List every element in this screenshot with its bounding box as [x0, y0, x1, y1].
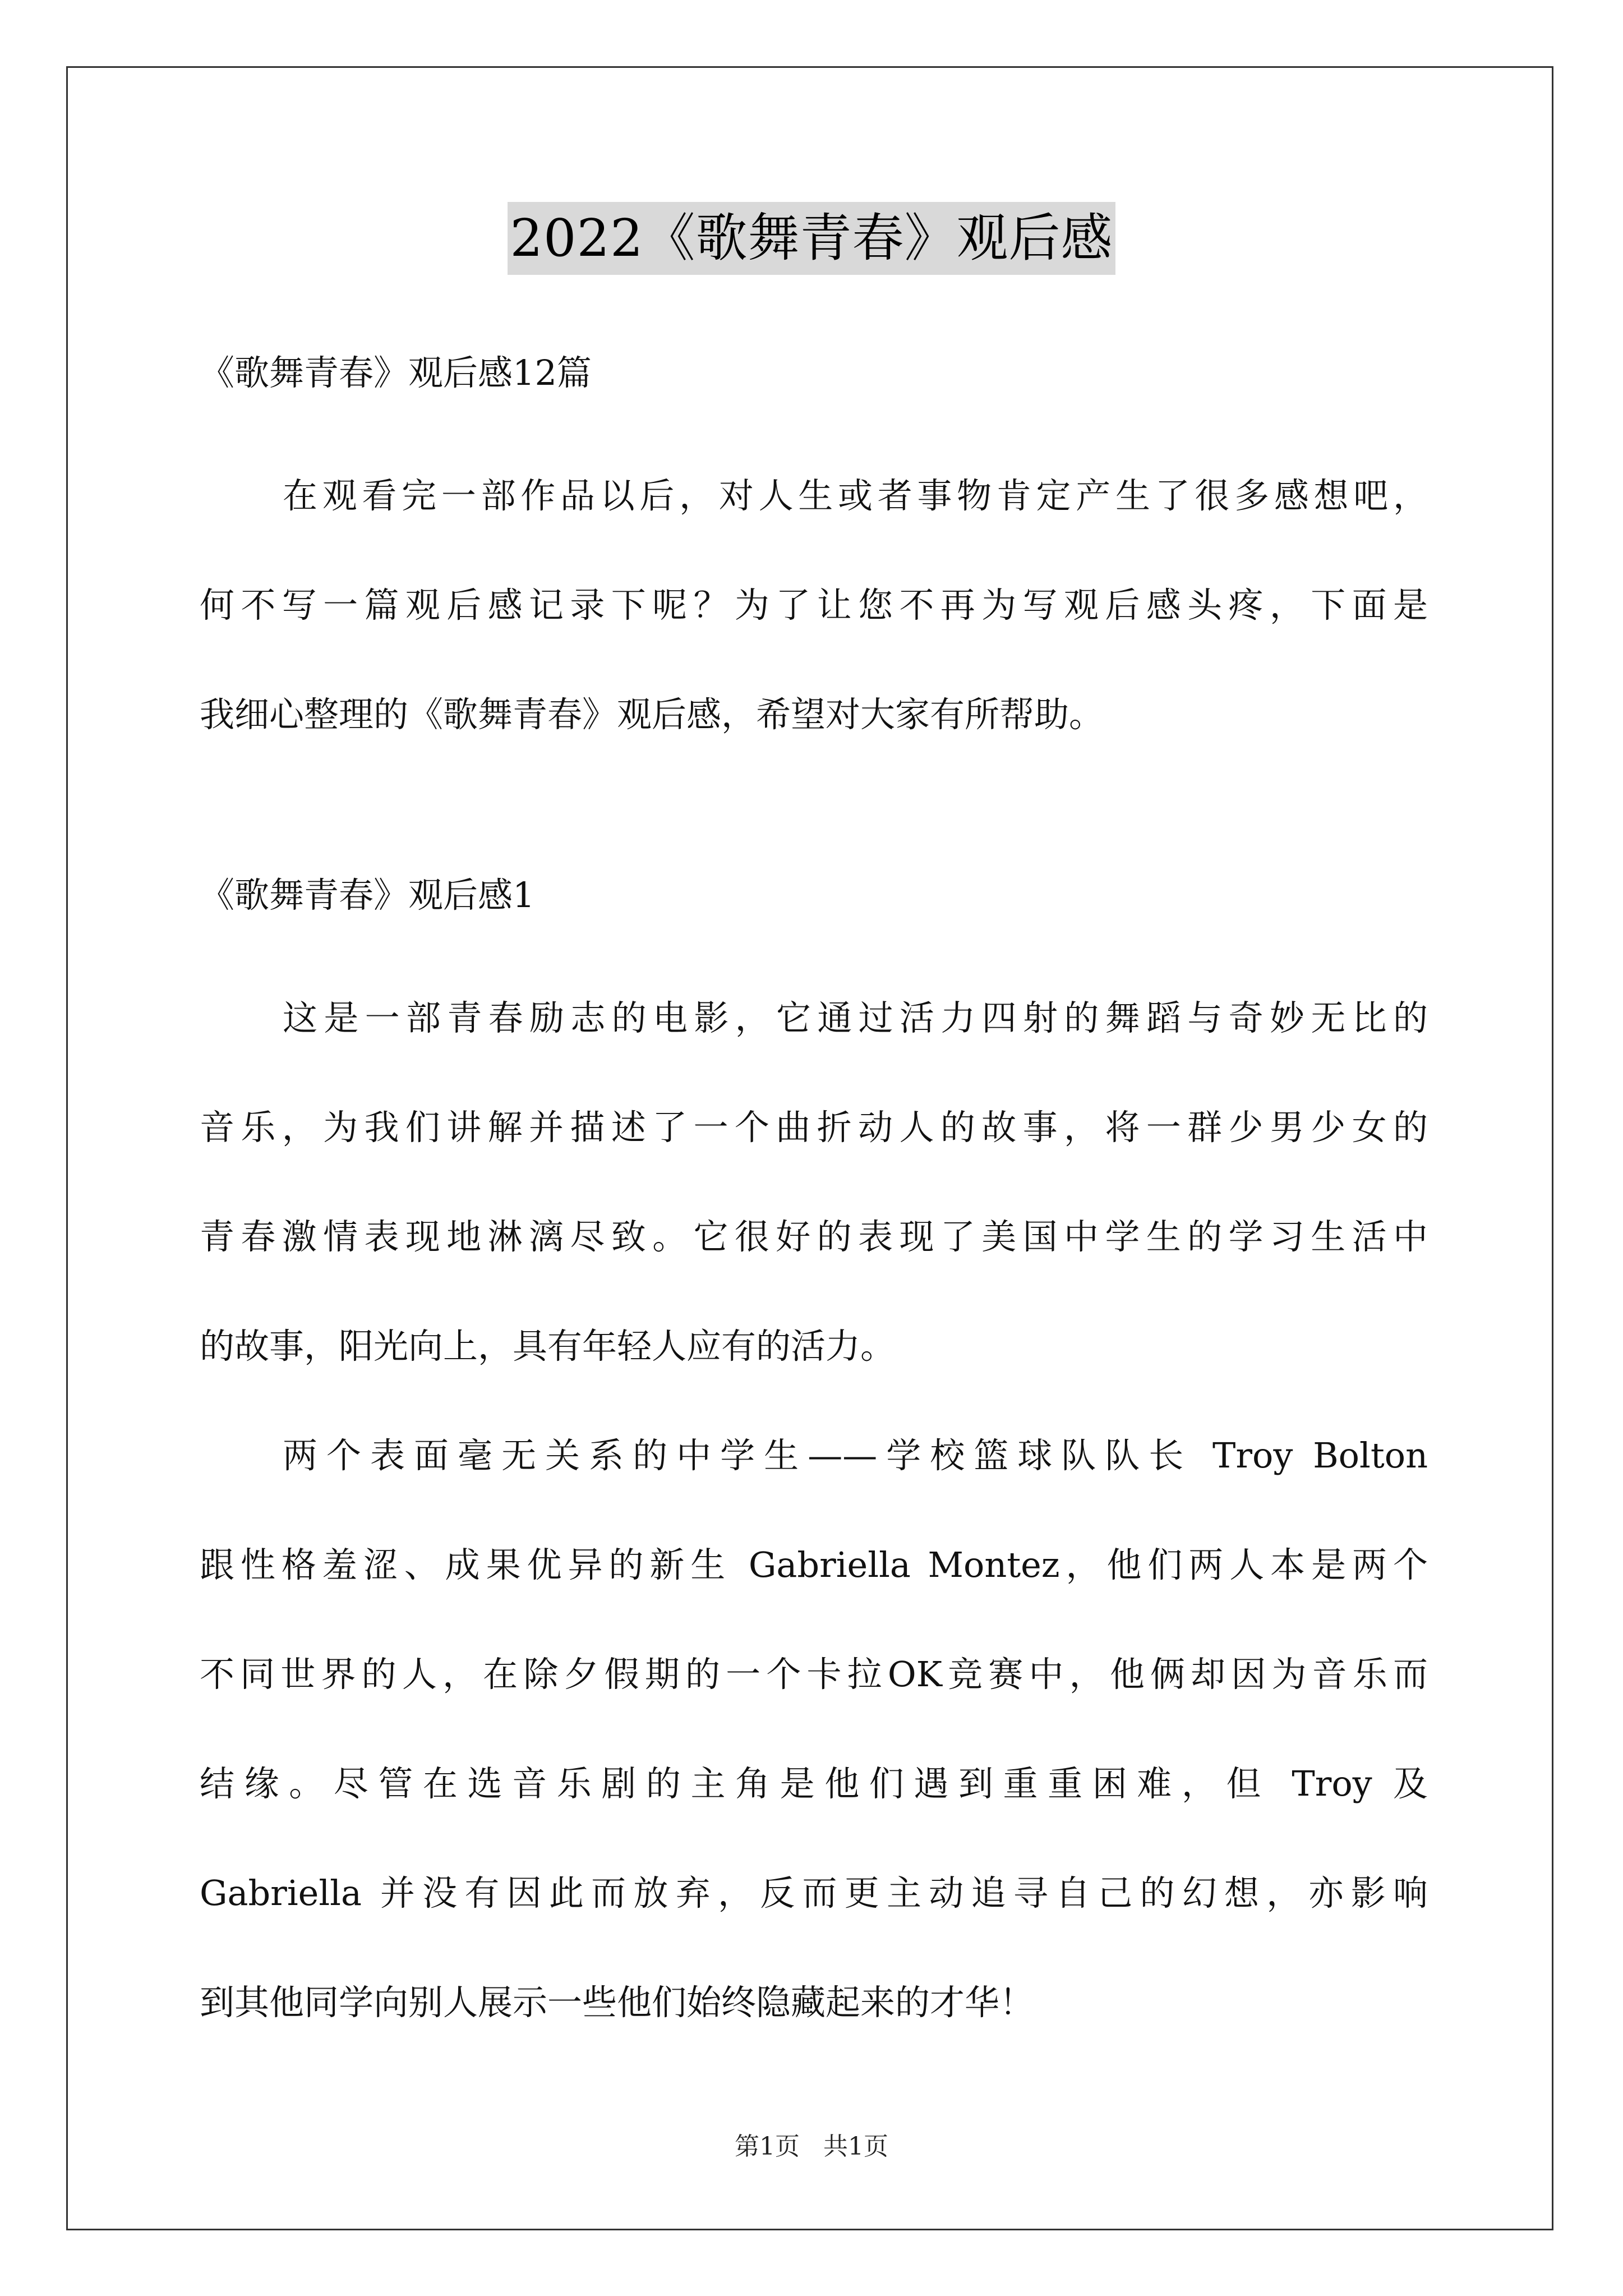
document-subtitle: 《歌舞青春》观后感12篇	[200, 352, 592, 393]
document-body	[200, 331, 1428, 2057]
paragraph2-line: 跟性格羞涩、成果优异的新生 Gabriella Montez，他们两人本是两个	[200, 1544, 1428, 1585]
spacer	[200, 415, 1428, 441]
paragraph1-line: 的故事，阳光向上，具有年轻人应有的活力。	[200, 1326, 896, 1366]
paragraph2-line: 到其他同学向别人展示一些他们始终隐藏起来的才华！	[200, 1982, 1035, 2023]
paragraph2-line: 结缘。尽管在选音乐剧的主角是他们遇到重重困难，但 Troy 及	[200, 1763, 1428, 1804]
spacer	[200, 937, 1428, 963]
paragraph1-line: 青春激情表现地淋漓尽致。它很好的表现了美国中学生的学习生活中	[200, 1216, 1428, 1257]
spacer	[200, 769, 1428, 853]
page-footer	[0, 2126, 1623, 2162]
intro-line: 何不写一篇观后感记录下呢？为了让您不再为写观后感头疼，下面是	[200, 585, 1428, 625]
paragraph1-line: 音乐，为我们讲解并描述了一个曲折动人的故事，将一群少男少女的	[200, 1107, 1428, 1148]
paragraph1-line: 这是一部青春励志的电影，它通过活力四射的舞蹈与奇妙无比的	[283, 997, 1428, 1038]
document-title: 2022《歌舞青春》观后感	[508, 202, 1115, 275]
page-number-total: 共1页	[823, 2132, 888, 2161]
paragraph2-line: 不同世界的人，在除夕假期的一个卡拉OK竞赛中，他俩却因为音乐而	[200, 1654, 1428, 1695]
page-number-current: 第1页	[735, 2132, 800, 2161]
intro-line: 我细心整理的《歌舞青春》观后感，希望对大家有所帮助。	[200, 694, 1104, 735]
intro-line: 在观看完一部作品以后，对人生或者事物肯定产生了很多感想吧，	[283, 475, 1428, 516]
paragraph2-line: Gabriella 并没有因此而放弃，反而更主动追寻自己的幻想，亦影响	[200, 1872, 1428, 1913]
section-heading: 《歌舞青春》观后感1	[200, 875, 535, 915]
title-container	[0, 202, 1623, 275]
paragraph2-line: 两个表面毫无关系的中学生——学校篮球队队长 Troy Bolton	[283, 1435, 1428, 1476]
